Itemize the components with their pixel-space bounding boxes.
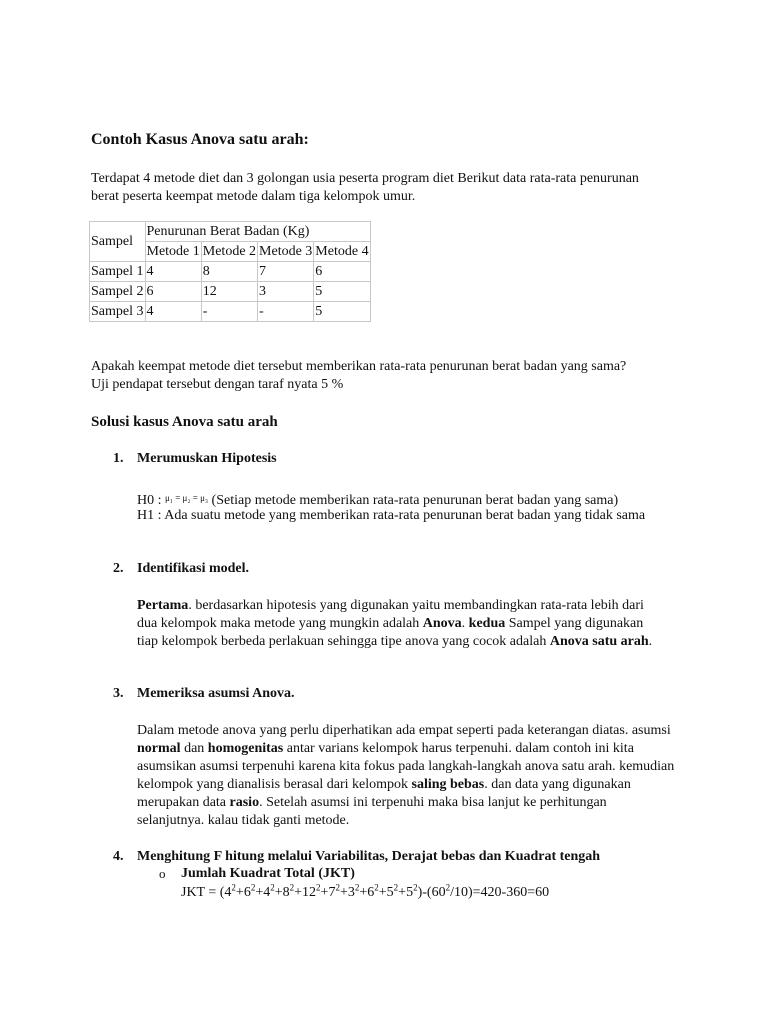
formula-part: /10)=420-360=60: [450, 885, 550, 900]
bold-term: normal: [137, 741, 181, 756]
formula-term: 8: [282, 885, 290, 900]
h0-label: H0 :: [137, 493, 162, 508]
table-row: [90, 302, 371, 322]
h0-text: (Setiap metode memberikan rata-rata penurunan berat badan yang sama): [211, 493, 619, 508]
plus-sign: +: [398, 885, 407, 900]
column-header: Metode 1: [145, 242, 201, 262]
plus-sign: +: [274, 885, 283, 900]
bold-term: rasio: [229, 795, 260, 810]
text-run: . berdasarkan hipotesis yang digunakan yaitu membandingkan rata-rata lebih dari dua kelompok maka metode yang mungkin adalah: [137, 598, 644, 631]
plus-sign: +: [294, 885, 303, 900]
bold-term: saling bebas: [411, 777, 485, 792]
exponent: 2: [250, 882, 256, 893]
formula-term: 12: [302, 885, 317, 900]
table-row: [90, 282, 371, 302]
table-cell: 4: [145, 262, 201, 282]
table-cell: 3: [258, 282, 314, 302]
table-corner-cell: Sampel: [90, 222, 146, 262]
row-label: Sampel 1: [90, 262, 146, 282]
table-cell: 6: [314, 262, 370, 282]
table-cell: 4: [145, 302, 201, 322]
text-run: antar varians kelompok harus terpenuhi. dalam contoh ini kita asumsikan asumsi terpenuhi karena kita fokus pada langkah-langkah anova satu arah. kemudian kelompok yang dianalisis berasal dari kelompok: [137, 741, 675, 792]
bold-term: homogenitas: [207, 741, 284, 756]
formula-term: 5: [406, 885, 414, 900]
row-label: Sampel 3: [90, 302, 146, 322]
plus-sign: +: [359, 885, 368, 900]
step-title: Menghitung F hitung melalui Variabilitas, Derajat bebas dan Kuadrat tengah: [137, 849, 601, 864]
step-title: Identifikasi model.: [137, 561, 250, 576]
text-run: Sampel yang digunakan tiap kelompok berbeda perlakuan sehingga tipe anova yang cocok adalah: [137, 616, 644, 649]
table-cell: 8: [201, 262, 257, 282]
plus-sign: +: [378, 885, 387, 900]
step-3-paragraph: [137, 722, 677, 830]
formula-term: 6: [243, 885, 251, 900]
table-group-header: Penurunan Berat Badan (Kg): [145, 222, 370, 242]
bullet-icon: o: [159, 866, 166, 881]
formula-term: 7: [328, 885, 336, 900]
sub-title: Jumlah Kuadrat Total (JKT): [181, 866, 355, 881]
step-number: 2.: [113, 561, 124, 576]
formula-term: 5: [386, 885, 394, 900]
step-title: Memeriksa asumsi Anova.: [137, 686, 295, 701]
text-run: . dan data yang digunakan merupakan data: [137, 777, 631, 810]
h1-text: H1 : Ada suatu metode yang memberikan rata-rata penurunan berat badan yang tidak sama: [137, 508, 646, 523]
text-run: Dalam metode anova yang perlu diperhatikan ada empat seperti pada keterangan diatas. asumsi: [137, 723, 671, 738]
formula-term: 4: [263, 885, 271, 900]
jkt-formula: [181, 884, 681, 902]
h0-formula: μ₁ = μ₂ = μ₃: [165, 493, 209, 503]
table-row: [90, 262, 371, 282]
exponent: 2: [413, 882, 418, 893]
text-run: .: [461, 616, 469, 631]
exponent: 2: [316, 882, 321, 893]
step-number: 3.: [113, 686, 124, 701]
table-header-row: [90, 222, 371, 242]
intro-paragraph: Terdapat 4 metode diet dan 3 golongan usia peserta program diet Berikut data rata-rata penurunan berat peserta keempat metode dalam tiga kelompok umur.: [91, 171, 639, 204]
row-label: Sampel 2: [90, 282, 146, 302]
table-cell: -: [201, 302, 257, 322]
exponent: 2: [270, 882, 275, 893]
column-header: Metode 2: [201, 242, 257, 262]
table-cell: 5: [314, 282, 370, 302]
step-number: 4.: [113, 849, 124, 864]
plus-sign: +: [255, 885, 264, 900]
text-run: dan: [180, 741, 208, 756]
exponent: 2: [445, 882, 451, 893]
formula-term: 3: [347, 885, 355, 900]
table-cell: 12: [201, 282, 257, 302]
formula-term: 4: [224, 885, 232, 900]
formula-label: JKT = (: [181, 885, 225, 900]
step-number: 1.: [113, 451, 124, 466]
step-title: Merumuskan Hipotesis: [137, 451, 277, 466]
exponent: 2: [354, 882, 360, 893]
formula-terms: [224, 882, 418, 900]
page-title: Contoh Kasus Anova satu arah:: [91, 131, 309, 148]
question-line-1: Apakah keempat metode diet tersebut memberikan rata-rata penurunan berat badan yang sama?: [91, 359, 627, 374]
plus-sign: +: [320, 885, 329, 900]
solution-title: Solusi kasus Anova satu arah: [91, 414, 278, 430]
bold-term: Pertama: [137, 598, 189, 613]
plus-sign: +: [235, 885, 244, 900]
exponent: 2: [231, 882, 236, 893]
question-line-2: Uji pendapat tersebut dengan taraf nyata 5 %: [91, 377, 344, 392]
bold-term: kedua: [468, 616, 506, 631]
exponent: 2: [393, 882, 399, 893]
table-cell: 5: [314, 302, 370, 322]
exponent: 2: [289, 882, 295, 893]
plus-sign: +: [339, 885, 348, 900]
text-run: . Setelah asumsi ini terpenuhi maka bisa lanjut ke perhitungan selanjutnya. kalau tidak ganti metode.: [137, 795, 607, 828]
exponent: 2: [374, 882, 379, 893]
table-cell: 6: [145, 282, 201, 302]
data-table: [89, 221, 371, 322]
text-run: .: [648, 634, 653, 649]
exponent: 2: [335, 882, 340, 893]
formula-part: )-(60: [417, 885, 446, 900]
bold-term: Anova satu arah: [549, 634, 649, 649]
step-2-paragraph: [137, 597, 657, 651]
bold-term: Anova: [422, 616, 462, 631]
table-cell: -: [258, 302, 314, 322]
column-header: Metode 3: [258, 242, 314, 262]
formula-term: 6: [367, 885, 375, 900]
table-cell: 7: [258, 262, 314, 282]
column-header: Metode 4: [314, 242, 370, 262]
